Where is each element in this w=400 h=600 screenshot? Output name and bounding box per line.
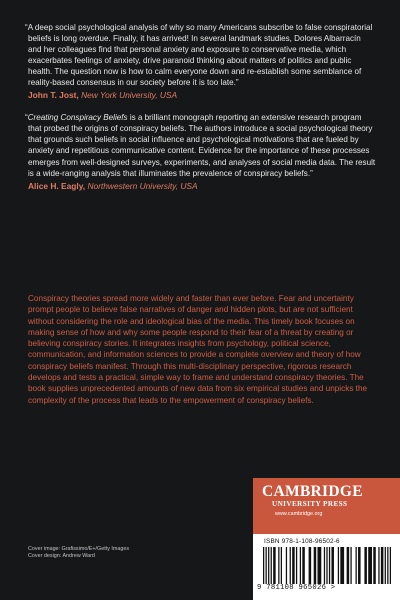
barcode-bar <box>387 547 388 584</box>
barcode-bars <box>263 547 391 584</box>
barcode-bar <box>390 547 391 584</box>
barcode-bar <box>309 547 312 584</box>
barcode-bar <box>358 547 361 584</box>
cover-design-credit: Cover design: Andrew Ward <box>28 553 95 560</box>
barcode-bar <box>266 547 267 584</box>
barcode-bar <box>364 547 367 584</box>
barcode-bar <box>356 547 357 584</box>
barcode-bar <box>340 547 344 584</box>
barcode-bar <box>318 547 322 584</box>
barcode-bar <box>368 547 372 584</box>
barcode-bar <box>331 547 334 584</box>
barcode-bar <box>338 547 339 584</box>
barcode-bar <box>314 547 317 584</box>
quote-text: “A deep social psychological analysis of why so many Americans subscribe to false conspiratorial beliefs is long overdue. Finally, it has arrived! In several landmark studies, Dolores Albarracín and her colleagues find that personal anxiety and exposure to conservative media, which exacerbates feelings of anxiety, drive paranoid thinking about matters of politics and public health. The question now is how to calm everyone down and re-establish some semblance of reality-based consensus in our society before it is too late.” <box>25 23 373 88</box>
barcode-bar <box>300 547 301 584</box>
barcode-bar <box>268 547 269 584</box>
publisher-name: CAMBRIDGE <box>262 483 363 500</box>
barcode-bar <box>281 547 282 584</box>
endorser-name: Alice H. Eagly <box>28 180 83 191</box>
barcode-bar <box>273 547 276 584</box>
endorser-name: John T. Jost <box>28 90 77 101</box>
cover-credits <box>28 546 129 561</box>
barcode-bar <box>302 547 305 584</box>
barcode-bar <box>385 547 386 584</box>
cover-image-credit: Cover image: Grafissimo/E+/Getty Images <box>28 546 130 552</box>
barcode-bar <box>271 547 272 584</box>
barcode-bar <box>329 547 330 584</box>
quote-text: “ <box>25 113 28 123</box>
book-title-italic: Creating Conspiracy Beliefs <box>27 113 128 123</box>
description-text: Conspiracy theories spread more widely and faster than ever before. Fear and uncertainty prompt people to believe false narratives of danger and hidden plots, but are not sufficient without considering the role and ideological bias of the media. This timely book focuses on making sense of how and why some people respond to their fear of a threat by creating or believing conspiracy stories. It integrates insights from psychology, political science, communication, and information sciences to provide a complete overview and theory of how conspiracy beliefs manifest. Through this multi-disciplinary perspective, rigorous research develops and tests a practical, simple way to frame and understand conspiracy theories. The book supplies unprecedented amounts of new data from six empirical studies and unpicks the complexity of the process that leads to the empowerment of conspiracy beliefs. <box>28 294 368 405</box>
barcode-bar <box>292 547 295 584</box>
barcode-bar <box>378 547 379 584</box>
barcode-bar <box>326 547 327 584</box>
endorser-affiliation: New York University, USA <box>81 90 178 101</box>
barcode-bar <box>296 547 297 584</box>
endorsements-section <box>25 22 376 192</box>
barcode-bar <box>278 547 279 584</box>
barcode-bar <box>381 547 384 584</box>
endorsement-quote <box>25 112 376 178</box>
isbn-label: ISBN 978-1-108-96502-6 <box>264 538 340 545</box>
barcode-digits: 9 781108 965026 > <box>257 584 336 592</box>
endorser-affiliation: Northwestern University, USA <box>87 180 198 191</box>
barcode-bar <box>324 547 325 584</box>
publisher-url: www.cambridge.org <box>275 511 323 517</box>
endorsement-attribution: Alice H. Eagly, Northwestern University, USA <box>28 180 198 191</box>
quote-text: is a brilliant monograph reporting an extensive research program that probed the origins of conspiracy beliefs. The authors introduce a social psychological theory that grounds such beliefs in social influence and psychological motivations that are fueled by anxiety and repetitious communicative content. Evidence for the importance of these processes emerges from well-designed surveys, experiments, and analyses of social media data. The result is a wide-ranging analysis that illuminates the prevalence of conspiracy beliefs.” <box>28 113 376 178</box>
barcode-bar <box>350 547 351 584</box>
endorsement-attribution: John T. Jost, New York University, USA <box>28 90 178 101</box>
barcode-bar <box>347 547 350 584</box>
book-description <box>28 293 378 406</box>
barcode-bar <box>290 547 291 584</box>
barcode-bar <box>373 547 376 584</box>
endorsement-quote <box>25 22 376 88</box>
publisher-logo <box>253 478 400 534</box>
barcode-bar <box>286 547 287 584</box>
publisher-subtitle: UNIVERSITY PRESS <box>272 500 348 508</box>
isbn-barcode <box>253 534 400 600</box>
barcode-bar <box>263 547 264 584</box>
